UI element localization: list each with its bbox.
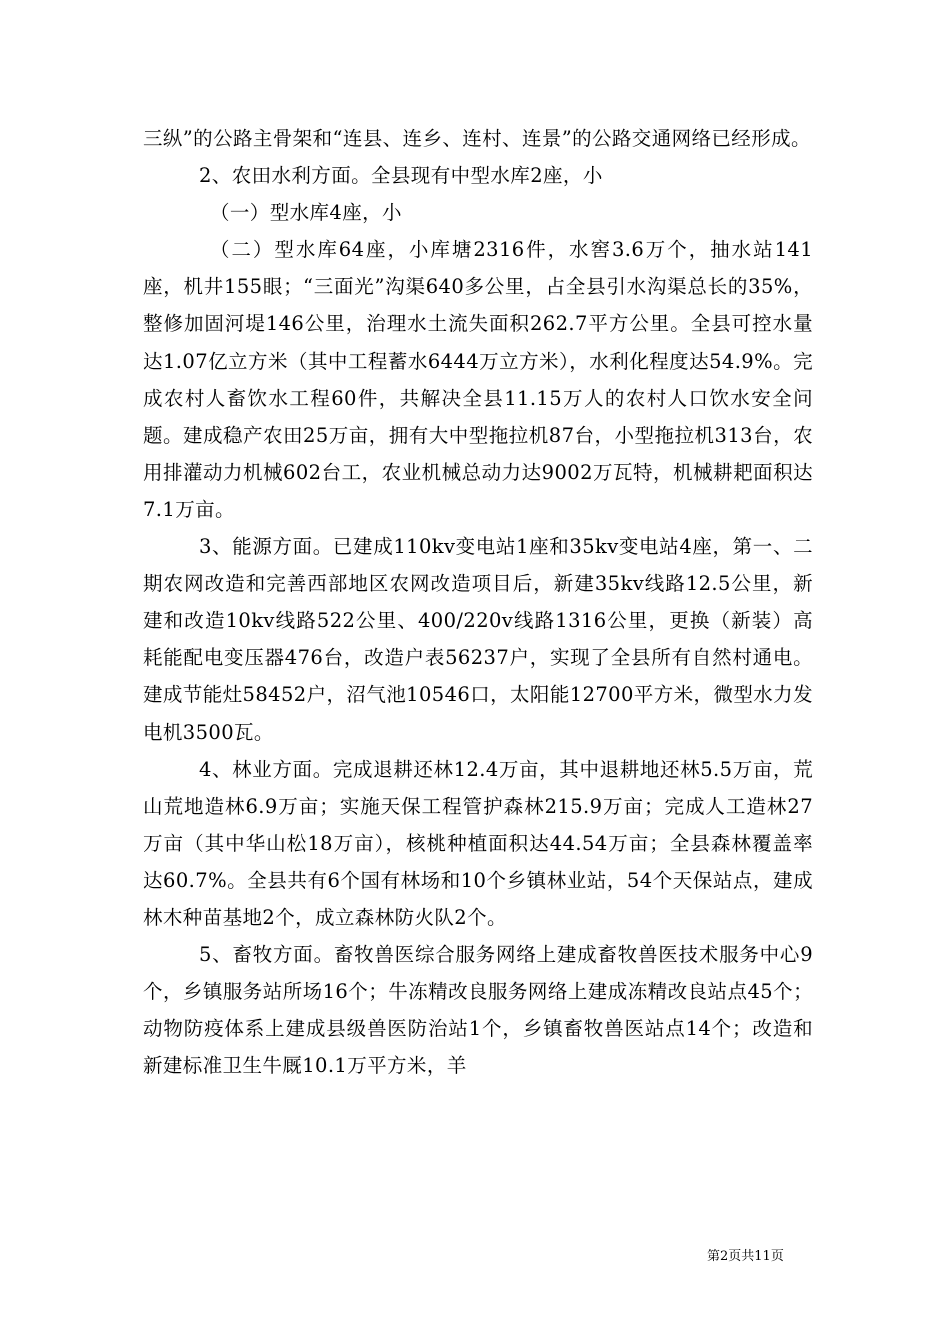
paragraph-animal-husbandry: 5、畜牧方面。畜牧兽医综合服务网络上建成畜牧兽医技术服务中心9个，乡镇服务站所场16个；牛冻精改良服务网络上建成冻精改良站点45个；动物防疫体系上建成县级兽医防治站1个，乡镇畜牧兽医站点14个；改造和新建标准卫生牛厩10.1万平方米，羊 (143, 943, 813, 1078)
document-body (143, 120, 813, 1084)
paragraph-water-list-2: （二）型水库64座，小库塘2316件，水窖3.6万个，抽水站141座，机井155眼；“三面光”沟渠640多公里，占全县引水沟渠总长的35%，整修加固河堤146公里，治理水土流失面积262.7平方公里。全县可控水量达1.07亿立方米（其中工程蓄水6444万立方米），水利化程度达54.9%。完成农村人畜饮水工程60件，共解决全县11.15万人的农村人口饮水安全问题。建成稳产农田25万亩，拥有大中型拖拉机87台，小型拖拉机313台，农用排灌动力机械602台工，农业机械总动力达9002万瓦特，机械耕耙面积达7.1万亩。 (143, 238, 813, 521)
paragraph-road-network: 三纵”的公路主骨架和“连县、连乡、连村、连景”的公路交通网络已经形成。 (143, 127, 811, 150)
paragraph-energy: 3、能源方面。已建成110kv变电站1座和35kv变电站4座，第一、二期农网改造和完善西部地区农网改造项目后，新建35kv线路12.5公里，新建和改造10kv线路522公里、400/220v线路1316公里，更换（新装）高耗能配电变压器476台，改造户表56237户，实现了全县所有自然村通电。建成节能灶58452户，沼气池10546口，太阳能12700平方米，微型水力发电机3500瓦。 (143, 535, 813, 744)
page-number: 第2页共11页 (707, 1249, 784, 1264)
paragraph-forestry: 4、林业方面。完成退耕还林12.4万亩，其中退耕地还林5.5万亩，荒山荒地造林6.9万亩；实施天保工程管护森林215.9万亩；完成人工造林27万亩（其中华山松18万亩），核桃种植面积达44.54万亩；全县森林覆盖率达60.7%。全县共有6个国有林场和10个乡镇林业站，54个天保站点，建成林木种苗基地2个，成立森林防火队2个。 (143, 757, 813, 929)
paragraph-water-list-1: （一）型水库4座，小 (210, 201, 402, 225)
paragraph-water-conservancy: 2、农田水利方面。全县现有中型水库2座，小 (199, 164, 603, 188)
